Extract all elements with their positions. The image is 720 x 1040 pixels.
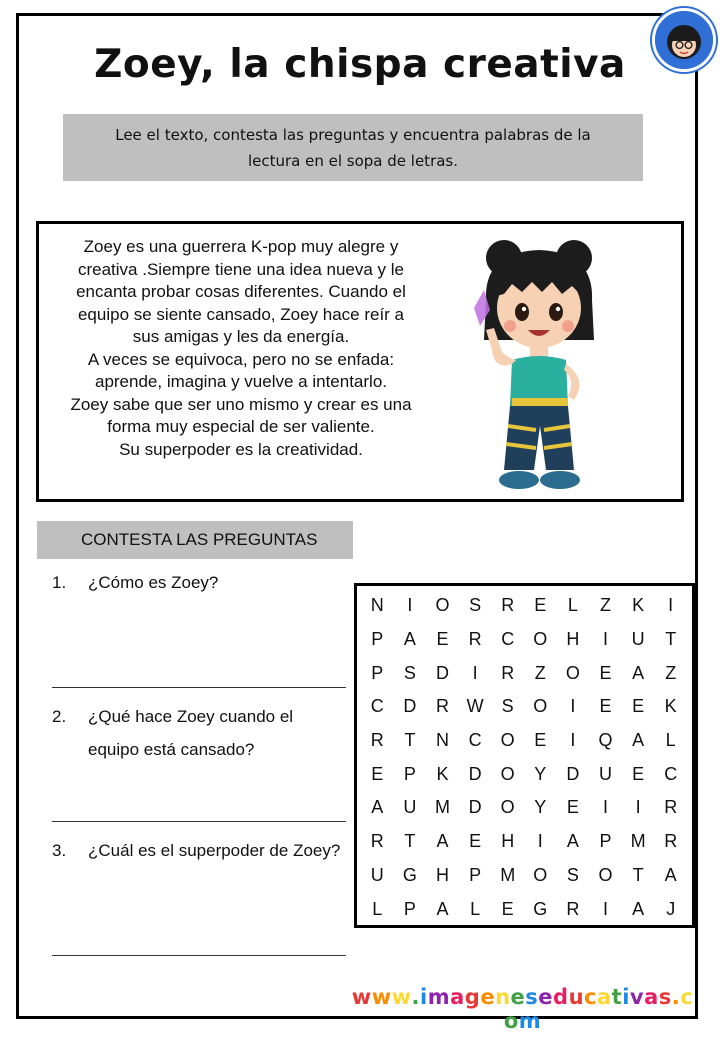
word-search-cell[interactable]: K (436, 763, 449, 784)
word-search-cell[interactable]: O (565, 662, 580, 683)
word-search-cell[interactable]: O (598, 864, 613, 885)
word-search-cell[interactable]: G (533, 898, 548, 919)
website-letter: a (596, 985, 612, 1009)
word-search-cell[interactable]: Z (534, 662, 546, 683)
word-search-cell[interactable]: S (469, 595, 482, 616)
word-search-box (354, 583, 695, 928)
word-search-cell[interactable]: A (436, 898, 449, 919)
word-search-cell[interactable]: P (403, 898, 416, 919)
website-letter: a (450, 985, 465, 1009)
reading-text (51, 236, 431, 461)
reading-line: sus amigas y les da energía. (132, 327, 350, 346)
word-search-cell[interactable]: D (468, 797, 482, 818)
word-search-cell[interactable]: H (501, 831, 515, 852)
word-search-cell[interactable]: I (635, 797, 641, 818)
word-search-cell[interactable]: E (501, 898, 514, 919)
word-search-cell[interactable]: O (533, 629, 548, 650)
website-letter: s (525, 985, 539, 1009)
word-search-grid (361, 589, 687, 926)
word-search-cell[interactable]: W (466, 696, 484, 717)
word-search-cell[interactable]: R (501, 595, 515, 616)
word-search-cell[interactable]: A (664, 864, 677, 885)
word-search-cell[interactable]: R (370, 730, 384, 751)
word-search-cell[interactable]: I (407, 595, 413, 616)
word-search-cell[interactable]: Y (534, 797, 547, 818)
word-search-cell[interactable]: R (566, 898, 580, 919)
word-search-cell[interactable]: C (664, 763, 678, 784)
word-search-cell[interactable]: N (435, 730, 449, 751)
word-search-cell[interactable]: O (500, 763, 515, 784)
word-search-cell[interactable]: D (566, 763, 580, 784)
word-search-cell[interactable]: M (434, 797, 450, 818)
word-search-cell[interactable]: P (371, 662, 384, 683)
word-search-cell[interactable]: D (435, 662, 449, 683)
reading-line: encanta probar cosas diferentes. Cuando el (76, 282, 406, 301)
website-letter: m (427, 985, 451, 1009)
word-search-cell[interactable]: O (533, 696, 548, 717)
word-search-cell[interactable]: E (469, 831, 482, 852)
word-search-cell[interactable]: K (632, 595, 645, 616)
word-search-cell[interactable]: C (501, 629, 515, 650)
website-footer (350, 985, 695, 1033)
website-letter: o (503, 1009, 519, 1033)
word-search-cell[interactable]: A (403, 629, 416, 650)
word-search-cell[interactable]: E (371, 763, 384, 784)
word-search-cell[interactable]: I (537, 831, 543, 852)
word-search-cell[interactable]: R (501, 662, 515, 683)
website-letter: i (420, 985, 428, 1009)
website-letter: w (371, 985, 392, 1009)
word-search-cell[interactable]: M (630, 831, 646, 852)
word-search-cell[interactable]: P (469, 864, 482, 885)
website-letter: c (680, 985, 694, 1009)
word-search-cell[interactable]: S (403, 662, 416, 683)
word-search-cell[interactable]: I (602, 629, 608, 650)
word-search-cell[interactable]: S (501, 696, 514, 717)
word-search-cell[interactable]: C (468, 730, 482, 751)
word-search-cell[interactable]: R (664, 797, 678, 818)
reading-line: forma muy especial de ser valiente. (107, 417, 375, 436)
word-search-cell[interactable]: E (436, 629, 449, 650)
word-search-cell[interactable]: L (372, 898, 383, 919)
word-search-cell[interactable]: I (668, 595, 674, 616)
word-search-cell[interactable]: U (598, 763, 612, 784)
reading-line: Zoey sabe que ser uno mismo y crear es una (70, 394, 412, 414)
word-search-cell[interactable]: P (599, 831, 612, 852)
reading-line: aprende, imagina y vuelve a intentarlo. (94, 372, 387, 391)
word-search-cell[interactable]: I (602, 898, 608, 919)
word-search-cell[interactable]: C (370, 696, 384, 717)
word-search-cell[interactable]: E (599, 696, 612, 717)
word-search-cell[interactable]: T (404, 730, 416, 751)
question-number: 2. (52, 707, 67, 726)
word-search-cell[interactable]: E (534, 595, 547, 616)
word-search-cell[interactable]: I (570, 696, 576, 717)
website-letter: e (480, 985, 496, 1009)
word-search-cell[interactable]: U (631, 629, 645, 650)
word-search-cell[interactable]: O (435, 595, 450, 616)
website-letter: . (671, 985, 681, 1009)
reading-line: Zoey es una guerrera K-pop muy alegre y (83, 237, 399, 256)
word-search-cell[interactable]: M (500, 864, 516, 885)
website-letter: t (611, 985, 623, 1009)
website-letter: d (553, 985, 569, 1009)
word-search-cell[interactable]: I (570, 730, 576, 751)
word-search-cell[interactable]: R (468, 629, 482, 650)
word-search-cell[interactable]: D (403, 696, 417, 717)
word-search-cell[interactable]: H (566, 629, 580, 650)
website-letter: i (622, 985, 630, 1009)
word-search-cell[interactable]: T (665, 629, 677, 650)
instructions-line-2: lectura en el sopa de letras. (247, 152, 459, 170)
instructions-line-1: Lee el texto, contesta las preguntas y encuentra palabras de la (115, 126, 591, 144)
website-letter: w (351, 985, 372, 1009)
question-number: 1. (52, 573, 67, 592)
logo-avatar (652, 8, 716, 72)
word-search-cell[interactable]: T (632, 864, 644, 885)
questions-header: CONTESTA LAS PREGUNTAS (37, 521, 353, 559)
question-text: ¿Cuál es el superpoder de Zoey? (88, 841, 341, 860)
word-search-cell[interactable]: J (666, 898, 676, 919)
instructions-banner (63, 114, 643, 181)
website-letter: e (538, 985, 554, 1009)
word-search-cell[interactable]: R (435, 696, 449, 717)
word-search-cell[interactable]: O (533, 864, 548, 885)
website-letter: c (584, 985, 597, 1009)
word-search-cell[interactable]: R (370, 831, 384, 852)
word-search-cell[interactable]: T (404, 831, 416, 852)
word-search-cell[interactable]: L (665, 730, 676, 751)
word-search-cell[interactable]: Y (534, 763, 547, 784)
word-search-cell[interactable]: A (566, 831, 579, 852)
word-search-cell[interactable]: Q (598, 730, 613, 751)
website-letter: n (495, 985, 511, 1009)
word-search-cell[interactable]: E (534, 730, 547, 751)
word-search-cell[interactable]: A (436, 831, 449, 852)
word-search-cell[interactable]: A (371, 797, 384, 818)
website-letter: s (658, 985, 672, 1009)
word-search-cell[interactable]: R (664, 831, 678, 852)
word-search-cell[interactable]: U (370, 864, 384, 885)
word-search-cell[interactable]: G (402, 864, 417, 885)
word-search-cell[interactable]: P (371, 629, 384, 650)
word-search-cell[interactable]: E (599, 662, 612, 683)
answer-line-3[interactable] (52, 955, 346, 956)
word-search-cell[interactable]: L (567, 595, 578, 616)
question-number: 3. (52, 841, 67, 860)
word-search-cell[interactable]: A (632, 898, 645, 919)
word-search-cell[interactable]: E (632, 696, 645, 717)
word-search-cell[interactable]: E (566, 797, 579, 818)
word-search-cell[interactable]: Z (665, 662, 677, 683)
website-letter: g (464, 985, 481, 1009)
page-title: Zoey, la chispa creativa (94, 42, 626, 87)
answer-line-1[interactable] (52, 687, 346, 688)
word-search-cell[interactable]: Z (599, 595, 611, 616)
question-text: ¿Qué hace Zoey cuando el equipo está cansado? (88, 707, 294, 759)
word-search-cell[interactable]: N (370, 595, 384, 616)
word-search-cell[interactable]: U (403, 797, 417, 818)
reading-line: equipo se siente cansado, Zoey hace reír a (77, 304, 405, 324)
word-search-cell[interactable]: S (566, 864, 579, 885)
word-search-cell[interactable]: E (632, 763, 645, 784)
website-letter: w (391, 985, 412, 1009)
question-text: ¿Cómo es Zoey? (88, 573, 219, 592)
reading-line: creativa .Siempre tiene una idea nueva y le (77, 259, 405, 279)
reading-line: A veces se equivoca, pero no se enfada: (87, 349, 395, 369)
reading-line: Su superpoder es la creatividad. (119, 439, 363, 459)
word-search-cell[interactable]: A (632, 662, 645, 683)
word-search-cell[interactable]: I (472, 662, 478, 683)
word-search-cell[interactable]: P (403, 763, 416, 784)
reading-box (36, 221, 684, 502)
word-search-cell[interactable]: O (500, 730, 515, 751)
word-search-cell[interactable]: I (602, 797, 608, 818)
website-letter: . (411, 985, 420, 1009)
website-letter: a (644, 985, 659, 1009)
word-search-cell[interactable]: K (664, 696, 677, 717)
word-search-cell[interactable]: O (500, 797, 515, 818)
word-search-cell[interactable]: L (470, 898, 481, 919)
website-letter: e (510, 985, 526, 1009)
word-search-cell[interactable]: D (468, 763, 482, 784)
word-search-cell[interactable]: A (632, 730, 645, 751)
website-letter: v (629, 985, 645, 1009)
website-letter: u (568, 985, 585, 1009)
zoey-character-illustration (464, 230, 614, 498)
word-search-cell[interactable]: H (435, 864, 449, 885)
website-letter: m (518, 1009, 542, 1033)
answer-line-2[interactable] (52, 821, 346, 822)
